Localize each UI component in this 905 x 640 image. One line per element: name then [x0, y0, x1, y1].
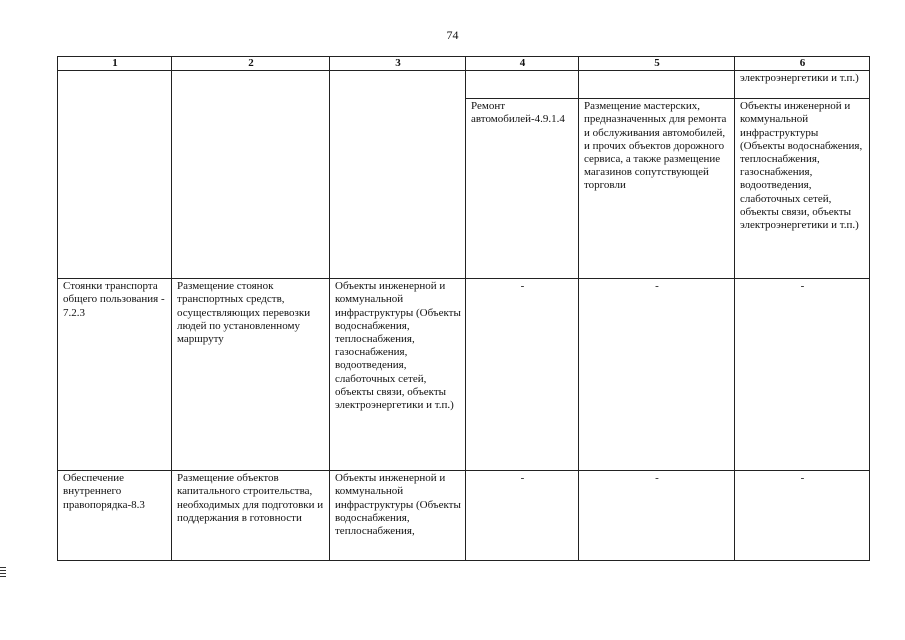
scan-margin-mark: [0, 567, 6, 579]
page-number: 74: [446, 28, 459, 42]
col-header-3: 3: [330, 57, 466, 71]
table-cell: Стоянки транспорта общего пользования - 7.2.3: [58, 279, 172, 471]
zoning-table: [57, 56, 870, 561]
table-row: [58, 279, 870, 471]
table-cell: -: [579, 471, 735, 561]
table-cell: Объекты инженерной и коммунальной инфраструктуры (Объекты водоснабжения, теплоснабжения, газоснабжения, водоотведения, слаботочных сетей, объекты связи, объекты электроэнергетики и т.п.): [735, 99, 870, 279]
table-cell: Объекты инженерной и коммунальной инфраструктуры (Объекты водоснабжения, теплоснабжения, газоснабжения, водоотведения, слаботочных сетей, объекты связи, объекты электроэнергетики и т.п.): [330, 279, 466, 471]
table-cell: Размещение стоянок транспортных средств, осуществляющих перевозки людей по установленному маршруту: [172, 279, 330, 471]
table-cell: Обеспечение внутреннего правопорядка-8.3: [58, 471, 172, 561]
table-cell: -: [579, 279, 735, 471]
table-cell: Размещение объектов капитального строительства, необходимых для подготовки и поддержания в готовности: [172, 471, 330, 561]
table-cell: -: [735, 279, 870, 471]
table-cell: -: [735, 471, 870, 561]
col-header-1: 1: [58, 57, 172, 71]
table-cell: [466, 71, 579, 99]
table-cell: Ремонт автомобилей-4.9.1.4: [466, 99, 579, 279]
table-cell: Размещение мастерских, предназначенных для ремонта и обслуживания автомобилей, и прочих объектов дорожного сервиса, а также размещение магазинов сопутствующей торговли: [579, 99, 735, 279]
col-header-5: 5: [579, 57, 735, 71]
table-cell: [579, 71, 735, 99]
table-cell: [172, 71, 330, 279]
table-cell: -: [466, 279, 579, 471]
table-row: [58, 471, 870, 561]
table-cell: [330, 71, 466, 279]
table-row: [58, 71, 870, 99]
col-header-2: 2: [172, 57, 330, 71]
table-cell: электроэнергетики и т.п.): [735, 71, 870, 99]
table-cell: [58, 71, 172, 279]
col-header-6: 6: [735, 57, 870, 71]
table-cell: -: [466, 471, 579, 561]
col-header-4: 4: [466, 57, 579, 71]
table-cell: Объекты инженерной и коммунальной инфраструктуры (Объекты водоснабжения, теплоснабжения,: [330, 471, 466, 561]
header-row: [58, 57, 870, 71]
